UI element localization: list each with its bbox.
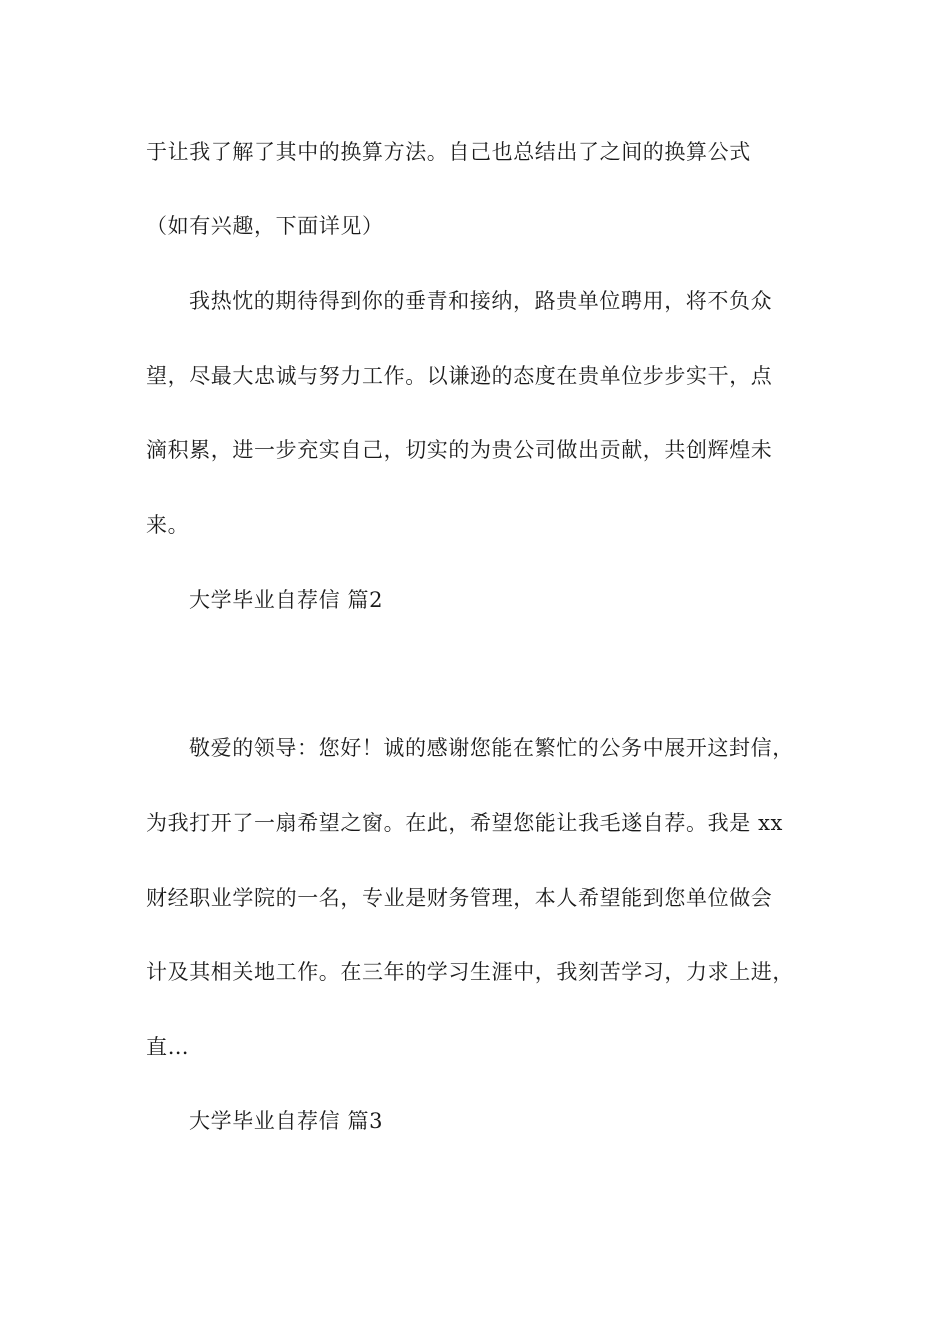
paragraph-line: 于让我了解了其中的换算方法。自己也总结出了之间的换算公式	[146, 140, 751, 164]
section-heading: 大学毕业自荐信 篇3	[189, 1109, 384, 1133]
paragraph-line: 滴积累，进一步充实自己，切实的为贵公司做出贡献，共创辉煌未	[146, 438, 773, 462]
paragraph-line: 望，尽最大忠诚与努力工作。以谦逊的态度在贵单位步步实干，点	[146, 364, 773, 388]
paragraph-line: （如有兴趣，下面详见）	[146, 214, 384, 238]
paragraph-line: 敬爱的领导：您好！诚的感谢您能在繁忙的公务中展开这封信，	[189, 736, 794, 760]
paragraph-line: 为我打开了一扇希望之窗。在此，希望您能让我毛遂自荐。我是 xx	[146, 811, 783, 835]
paragraph-line: 计及其相关地工作。在三年的学习生涯中，我刻苦学习，力求上进，	[146, 960, 794, 984]
section-heading: 大学毕业自荐信 篇2	[189, 588, 384, 612]
paragraph-line: 我热忱的期待得到你的垂青和接纳，路贵单位聘用，将不负众	[189, 289, 773, 313]
paragraph-line: 财经职业学院的一名，专业是财务管理，本人希望能到您单位做会	[146, 886, 773, 910]
paragraph-line: 直…	[146, 1035, 190, 1059]
paragraph-line: 来。	[146, 513, 190, 537]
